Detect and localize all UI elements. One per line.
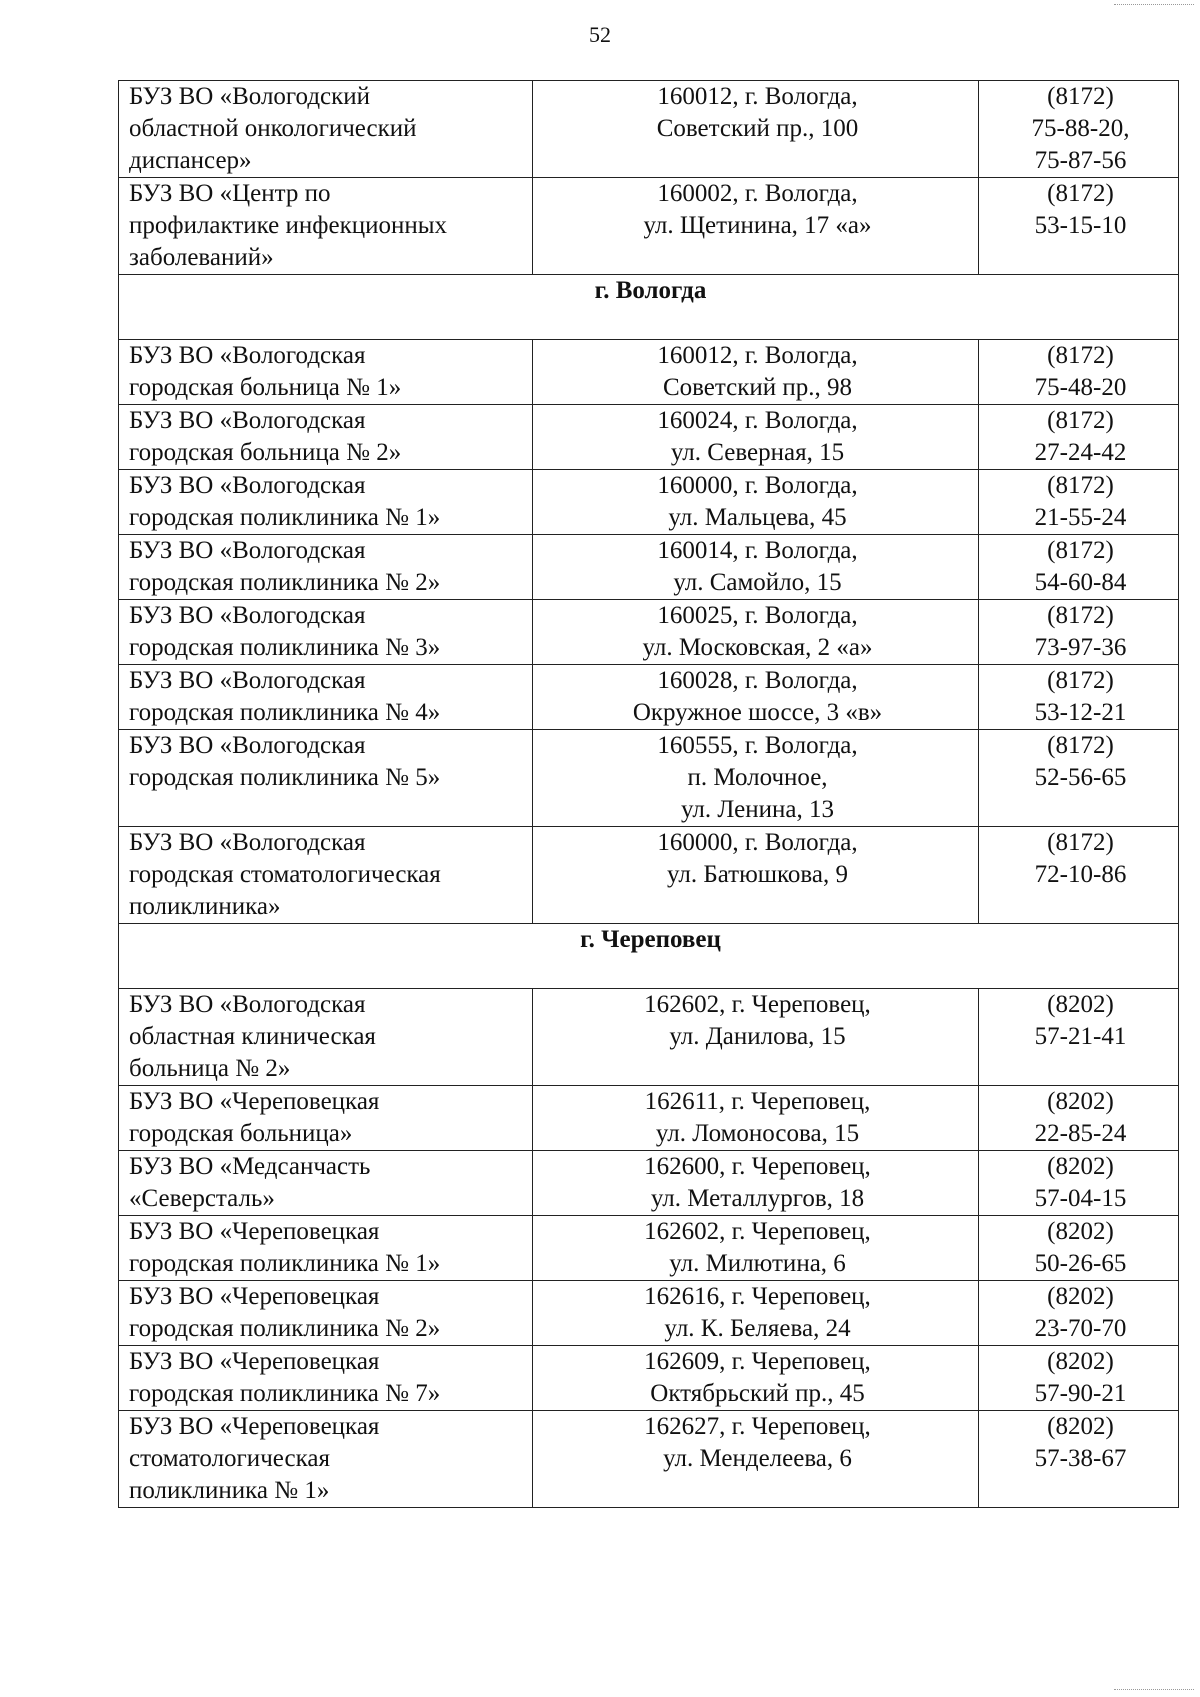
table-row <box>119 1411 1179 1508</box>
institution-name-cell <box>119 1281 533 1346</box>
table-row <box>119 1086 1179 1151</box>
institution-name: БУЗ ВО «Череповецкая городская поликлиника № 7» <box>129 1348 441 1407</box>
table-row <box>119 1151 1179 1216</box>
institution-address-cell <box>533 1281 979 1346</box>
institution-address: 162616, г. Череповец, ул. К. Беляева, 24 <box>644 1283 871 1342</box>
institution-phone: (8202) 50-26-65 <box>1034 1218 1127 1277</box>
institution-name: БУЗ ВО «Центр по профилактике инфекционных заболеваний» <box>129 180 448 271</box>
institution-phone: (8172) 75-88-20, 75-87-56 <box>1031 83 1130 174</box>
institution-name: БУЗ ВО «Вологодская городская больница № 2» <box>129 407 402 466</box>
table-row <box>119 1281 1179 1346</box>
institution-phone-cell <box>979 340 1179 405</box>
institution-name: БУЗ ВО «Вологодская городская поликлиника № 5» <box>129 732 441 791</box>
institution-phone-cell <box>979 730 1179 827</box>
institution-address-cell <box>533 1411 979 1508</box>
institution-name: БУЗ ВО «Вологодская областная клиническая больница № 2» <box>129 991 376 1082</box>
institution-phone: (8202) 23-70-70 <box>1034 1283 1127 1342</box>
institution-address: 162600, г. Череповец, ул. Металлургов, 18 <box>644 1153 871 1212</box>
institution-name: БУЗ ВО «Вологодская городская стоматологическая поликлиника» <box>129 829 441 920</box>
institution-address: 160000, г. Вологда, ул. Мальцева, 45 <box>657 472 858 531</box>
institution-phone: (8202) 57-21-41 <box>1034 991 1127 1050</box>
institution-phone-cell <box>979 1151 1179 1216</box>
institution-phone-cell <box>979 1216 1179 1281</box>
institution-name: БУЗ ВО «Череповецкая городская поликлиника № 1» <box>129 1218 441 1277</box>
table-row <box>119 730 1179 827</box>
table-row <box>119 1346 1179 1411</box>
table-row <box>119 340 1179 405</box>
institution-address: 160012, г. Вологда, Советский пр., 98 <box>657 342 858 401</box>
institution-phone-cell <box>979 1411 1179 1508</box>
institution-name: БУЗ ВО «Вологодская городская поликлиника № 1» <box>129 472 441 531</box>
table-row <box>119 405 1179 470</box>
institution-phone-cell <box>979 600 1179 665</box>
institution-address-cell <box>533 1346 979 1411</box>
institution-phone: (8172) 75-48-20 <box>1034 342 1127 401</box>
institution-phone-cell <box>979 405 1179 470</box>
institution-phone-cell <box>979 989 1179 1086</box>
table-body <box>119 81 1179 1508</box>
institution-name: БУЗ ВО «Вологодская городская поликлиника № 3» <box>129 602 441 661</box>
institution-name: БУЗ ВО «Вологодский областной онкологический диспансер» <box>129 83 417 174</box>
table-row <box>119 665 1179 730</box>
table-row <box>119 81 1179 178</box>
institution-name-cell <box>119 1216 533 1281</box>
section-heading: г. Вологда <box>119 275 1179 340</box>
institution-address: 160000, г. Вологда, ул. Батюшкова, 9 <box>657 829 858 888</box>
institution-phone: (8172) 21-55-24 <box>1034 472 1127 531</box>
medical-institutions-table <box>118 80 1179 1508</box>
institution-phone-cell <box>979 178 1179 275</box>
institution-address-cell <box>533 535 979 600</box>
institution-name: БУЗ ВО «Череповецкая городская больница» <box>129 1088 380 1147</box>
institution-phone: (8172) 53-15-10 <box>1034 180 1127 239</box>
institution-address-cell <box>533 405 979 470</box>
institution-phone-cell <box>979 827 1179 924</box>
table-row <box>119 989 1179 1086</box>
institution-address: 160025, г. Вологда, ул. Московская, 2 «а» <box>642 602 873 661</box>
institution-name-cell <box>119 405 533 470</box>
institution-address: 160002, г. Вологда, ул. Щетинина, 17 «а» <box>643 180 872 239</box>
table-row <box>119 535 1179 600</box>
institution-name-cell <box>119 340 533 405</box>
institution-address: 162627, г. Череповец, ул. Менделеева, 6 <box>644 1413 871 1472</box>
institution-phone-cell <box>979 1086 1179 1151</box>
institution-name: БУЗ ВО «Череповецкая городская поликлиника № 2» <box>129 1283 441 1342</box>
table-row <box>119 600 1179 665</box>
institution-phone: (8202) 22-85-24 <box>1034 1088 1127 1147</box>
institution-phone-cell <box>979 1346 1179 1411</box>
institution-phone: (8172) 53-12-21 <box>1034 667 1127 726</box>
institution-name: БУЗ ВО «Череповецкая стоматологическая поликлиника № 1» <box>129 1413 380 1504</box>
institution-address-cell <box>533 1216 979 1281</box>
section-heading: г. Череповец <box>119 924 1179 989</box>
institution-phone: (8202) 57-04-15 <box>1034 1153 1127 1212</box>
institution-name-cell <box>119 665 533 730</box>
institution-name-cell <box>119 178 533 275</box>
page-number: 52 <box>589 22 611 47</box>
table-row <box>119 1216 1179 1281</box>
institution-phone: (8172) 54-60-84 <box>1034 537 1127 596</box>
institution-phone: (8172) 27-24-42 <box>1034 407 1127 466</box>
institution-address: 162611, г. Череповец, ул. Ломоносова, 15 <box>644 1088 871 1147</box>
institution-name-cell <box>119 827 533 924</box>
institution-name-cell <box>119 1346 533 1411</box>
institution-address: 160028, г. Вологда, Окружное шоссе, 3 «в» <box>632 667 883 726</box>
table-row <box>119 827 1179 924</box>
institution-phone: (8172) 52-56-65 <box>1034 732 1127 791</box>
institution-address: 162609, г. Череповец, Октябрьский пр., 45 <box>644 1348 871 1407</box>
institution-name-cell <box>119 81 533 178</box>
table-row <box>119 178 1179 275</box>
table-row <box>119 470 1179 535</box>
institution-address-cell <box>533 1086 979 1151</box>
institution-phone-cell <box>979 535 1179 600</box>
institution-address: 162602, г. Череповец, ул. Милютина, 6 <box>644 1218 871 1277</box>
institution-address: 160014, г. Вологда, ул. Самойло, 15 <box>657 537 858 596</box>
institution-phone: (8172) 73-97-36 <box>1034 602 1127 661</box>
institution-name: БУЗ ВО «Медсанчасть «Северсталь» <box>129 1153 371 1212</box>
institution-name: БУЗ ВО «Вологодская городская поликлиника № 4» <box>129 667 441 726</box>
institution-phone-cell <box>979 1281 1179 1346</box>
section-row <box>119 924 1179 989</box>
institution-name-cell <box>119 1086 533 1151</box>
institution-name-cell <box>119 1411 533 1508</box>
institution-address: 160024, г. Вологда, ул. Северная, 15 <box>657 407 858 466</box>
institution-address-cell <box>533 600 979 665</box>
institution-address-cell <box>533 730 979 827</box>
institution-name-cell <box>119 535 533 600</box>
institution-address-cell <box>533 989 979 1086</box>
institution-phone-cell <box>979 81 1179 178</box>
institution-phone: (8202) 57-90-21 <box>1034 1348 1127 1407</box>
institution-name-cell <box>119 1151 533 1216</box>
institution-address-cell <box>533 1151 979 1216</box>
institution-phone: (8172) 72-10-86 <box>1034 829 1127 888</box>
institution-address-cell <box>533 178 979 275</box>
institution-address-cell <box>533 665 979 730</box>
institution-address-cell <box>533 827 979 924</box>
institution-name-cell <box>119 470 533 535</box>
scan-edge-mark <box>1114 1689 1194 1691</box>
institution-address: 160012, г. Вологда, Советский пр., 100 <box>656 83 859 142</box>
institution-address: 160555, г. Вологда, п. Молочное, ул. Ленина, 13 <box>657 732 858 823</box>
institution-phone: (8202) 57-38-67 <box>1034 1413 1127 1472</box>
scan-edge-mark <box>1114 4 1194 6</box>
institution-address-cell <box>533 81 979 178</box>
institution-name-cell <box>119 989 533 1086</box>
institution-name-cell <box>119 730 533 827</box>
institution-name: БУЗ ВО «Вологодская городская поликлиника № 2» <box>129 537 441 596</box>
institution-phone-cell <box>979 470 1179 535</box>
institution-name-cell <box>119 600 533 665</box>
institution-phone-cell <box>979 665 1179 730</box>
institution-address-cell <box>533 470 979 535</box>
section-row <box>119 275 1179 340</box>
institution-address: 162602, г. Череповец, ул. Данилова, 15 <box>644 991 871 1050</box>
institution-name: БУЗ ВО «Вологодская городская больница № 1» <box>129 342 402 401</box>
institution-address-cell <box>533 340 979 405</box>
